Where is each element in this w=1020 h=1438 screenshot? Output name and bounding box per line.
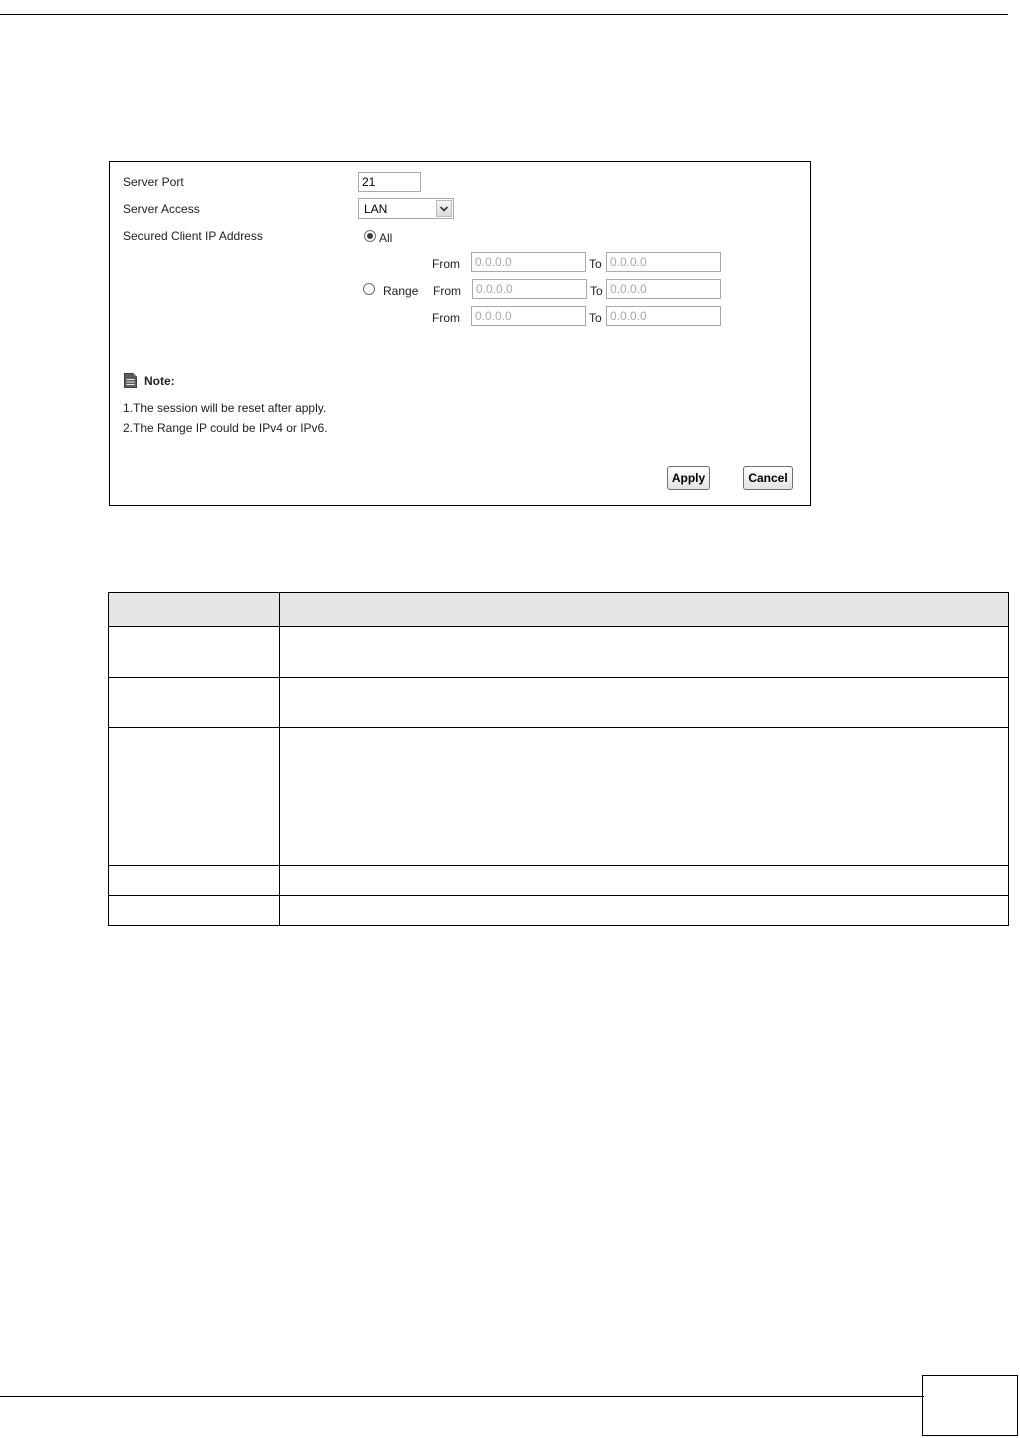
range1-from-input[interactable] (471, 252, 586, 272)
table-cell (280, 728, 1009, 866)
ftp-settings-panel (109, 161, 811, 506)
note-title: Note: (144, 374, 175, 388)
from-label: From (432, 311, 460, 325)
footer-rule (0, 1396, 924, 1397)
server-access-select[interactable] (358, 198, 454, 219)
note-line-1: 1.The session will be reset after apply. (123, 401, 327, 415)
chevron-down-icon[interactable] (436, 200, 452, 217)
from-label: From (432, 257, 460, 271)
range3-from-input[interactable] (471, 306, 586, 326)
table-row (109, 866, 1009, 896)
to-label: To (589, 257, 602, 271)
note-icon (124, 373, 137, 391)
range2-from-input[interactable] (472, 279, 587, 299)
apply-button[interactable]: Apply (667, 466, 710, 490)
field-description-table (108, 592, 1009, 926)
range-radio-label: Range (383, 284, 419, 298)
table-cell (109, 627, 280, 678)
table-header-row (109, 593, 1009, 627)
table-cell (109, 678, 280, 728)
server-access-label: Server Access (123, 202, 200, 216)
range1-to-input[interactable] (606, 252, 721, 272)
note-line-2: 2.The Range IP could be IPv4 or IPv6. (123, 421, 328, 435)
table-row (109, 627, 1009, 678)
range2-to-input[interactable] (606, 279, 721, 299)
table-cell (280, 866, 1009, 896)
page-number-box (922, 1375, 1018, 1436)
secured-client-ip-label: Secured Client IP Address (123, 229, 263, 243)
range-radio[interactable] (363, 283, 375, 295)
header-rule (0, 14, 1008, 15)
table-row (109, 896, 1009, 926)
table-row (109, 678, 1009, 728)
to-label: To (590, 284, 603, 298)
table-cell (280, 627, 1009, 678)
to-label: To (589, 311, 602, 325)
table-cell (109, 896, 280, 926)
cancel-button[interactable]: Cancel (743, 466, 793, 490)
server-port-input[interactable] (358, 172, 421, 192)
table-cell (280, 678, 1009, 728)
all-radio[interactable] (364, 230, 376, 242)
table-cell (109, 866, 280, 896)
table-row (109, 728, 1009, 866)
table-header-cell (280, 593, 1009, 627)
range3-to-input[interactable] (606, 306, 721, 326)
table-header-cell (109, 593, 280, 627)
table-cell (109, 728, 280, 866)
from-label: From (433, 284, 461, 298)
table-cell (280, 896, 1009, 926)
all-radio-label: All (379, 231, 393, 245)
server-access-value: LAN (364, 202, 388, 216)
server-port-label: Server Port (123, 175, 184, 189)
